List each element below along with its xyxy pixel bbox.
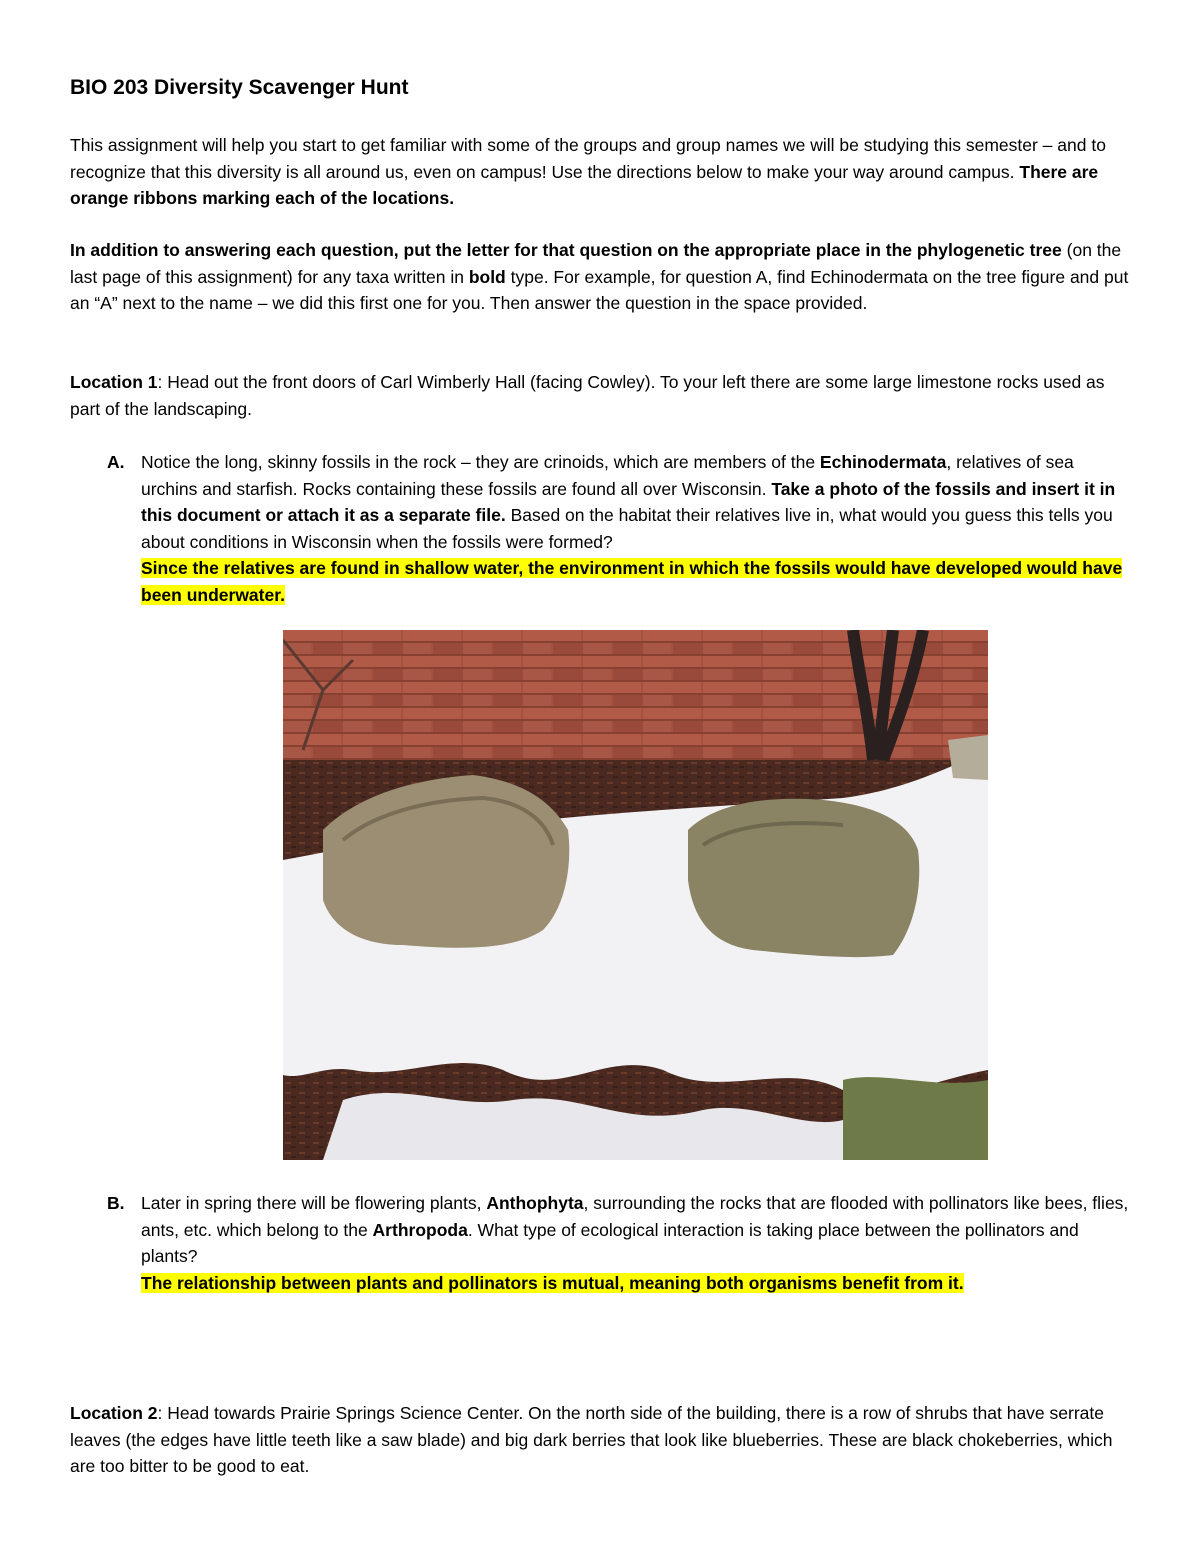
fossil-rocks-photo <box>283 630 988 1160</box>
question-a <box>107 449 1137 609</box>
instructions-bold: In addition to answering each question, put the letter for that question on the appropriate place in the phylogenetic tree <box>70 240 1062 260</box>
question-b-taxon-1: Anthophyta <box>486 1193 584 1213</box>
location-1-text: : Head out the front doors of Carl Wimberly Hall (facing Cowley). To your left there are some large limestone rocks used as part of the landscaping. <box>70 372 1105 419</box>
instructions-text-2: type. For example, for question A, find Echinodermata on the tree figure and put an “A” next to the name – we did this first one for you. Then answer the question in the space provided. <box>70 266 1129 313</box>
fossil-rocks-illustration <box>283 630 988 1160</box>
question-b-text-2: , surrounding the rocks that are flooded with pollinators like bees, flies, ants, etc. which belong to the <box>141 1193 1129 1240</box>
instructions-text-1: (on the last page of this assignment) for any taxa written in <box>70 240 1122 287</box>
question-b-answer: The relationship between plants and pollinators is mutual, meaning both organisms benefit from it. <box>141 1272 964 1293</box>
question-b-letter: B. <box>107 1193 125 1213</box>
location-1-paragraph <box>70 369 1130 422</box>
question-a-letter: A. <box>107 452 125 472</box>
question-a-text-2: , relatives of sea urchins and starfish. Rocks containing these fossils are found all over Wisconsin. <box>141 452 1074 499</box>
location-2-text: : Head towards Prairie Springs Science Center. On the north side of the building, there is a row of shrubs that have serrate leaves (the edges have little teeth like a saw blade) and big dark berries that look like blueberries. These are black chokeberries, which are too bitter to be good to eat. <box>70 1403 1113 1476</box>
question-b-body <box>141 1190 1131 1296</box>
location-2-paragraph <box>70 1400 1130 1480</box>
question-a-text-1: Notice the long, skinny fossils in the rock – they are crinoids, which are members of the <box>141 452 820 472</box>
question-a-answer: Since the relatives are found in shallow water, the environment in which the fossils would have developed would have been underwater. <box>141 558 1123 605</box>
intro-bold-note: There are orange ribbons marking each of the locations. <box>70 161 1099 208</box>
intro-paragraph <box>70 132 1130 212</box>
question-a-photo-instruction: Take a photo of the fossils and insert it in this document or attach it as a separate file. <box>141 478 1116 525</box>
question-a-text-3: Based on the habitat their relatives live in, what would you guess this tells you about conditions in Wisconsin when the fossils were formed? <box>141 505 1113 552</box>
question-b <box>107 1190 1137 1300</box>
grass-patch <box>843 1077 988 1160</box>
question-b-text-1: Later in spring there will be flowering plants, <box>141 1193 487 1213</box>
instructions-bold-word: bold <box>468 266 506 287</box>
document-title: BIO 203 Diversity Scavenger Hunt <box>70 76 409 99</box>
location-1-label: Location 1 <box>70 372 158 392</box>
instructions-paragraph <box>70 237 1130 317</box>
question-a-body <box>141 449 1131 608</box>
intro-text: This assignment will help you start to get familiar with some of the groups and group names we will be studying this semester – and to recognize that this diversity is all around us, even on campus! Use the directions below to make your way around campus. <box>70 135 1106 182</box>
question-a-taxon: Echinodermata <box>819 452 947 472</box>
question-b-text-3: . What type of ecological interaction is taking place between the pollinators and plants? <box>141 1219 1079 1266</box>
background-rock <box>948 735 988 780</box>
question-b-taxon-2: Arthropoda <box>372 1219 468 1240</box>
location-2-label: Location 2 <box>70 1403 158 1423</box>
